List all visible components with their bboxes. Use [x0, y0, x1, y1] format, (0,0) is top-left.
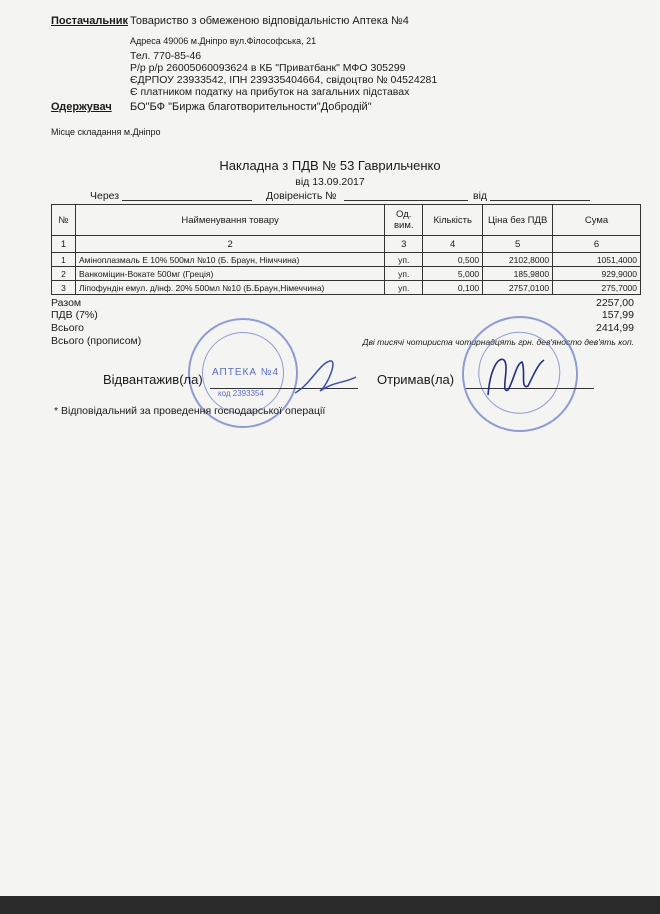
- unit: уп.: [385, 253, 423, 267]
- recipient-signature: [480, 350, 550, 405]
- goods-table: [51, 204, 641, 295]
- quantity: 5,000: [423, 267, 483, 281]
- sum: 1051,4000: [553, 253, 641, 267]
- column-number: 4: [423, 236, 483, 253]
- header-cell: №: [52, 205, 76, 236]
- price: 2102,8000: [483, 253, 553, 267]
- total-in-words-label: Всього (прописом): [51, 335, 142, 347]
- subtotal-label: Разом: [51, 297, 82, 309]
- table-row: [52, 253, 641, 267]
- row-number: 2: [52, 267, 76, 281]
- stamp-pharmacy-text: АПТЕКА №4: [212, 367, 280, 378]
- supplier-account: Р/р р/р 26005060093624 в КБ "Приватбанк" МФО 305299: [130, 62, 406, 74]
- supplier-codes: ЄДРПОУ 23933542, ІПН 239335404664, свідоцтво № 04524281: [130, 74, 438, 86]
- header-cell: Найменування товару: [75, 205, 384, 236]
- quantity: 0,500: [423, 253, 483, 267]
- total-in-words: Дві тисячі чотириста чотирнадцять грн. дев'яносто дев'ять коп.: [362, 337, 634, 347]
- from-label: від: [473, 190, 488, 202]
- responsible-note: * Відповідальний за проведення господарської операції: [54, 405, 326, 417]
- product-name: Ліпофундін емул. д/інф. 20% 500мл №10 (Б.Браун,Німеччина): [75, 281, 384, 295]
- header-cell: Сума: [553, 205, 641, 236]
- product-name: Аміноплазмаль Е 10% 500мл №10 (Б. Браун, Німччина): [75, 253, 384, 267]
- price: 2757,0100: [483, 281, 553, 295]
- table-row: [52, 267, 641, 281]
- vat-label: ПДВ (7%): [51, 309, 98, 321]
- recipient-name: БО"БФ "Биржа благотворительности"Добродій": [130, 101, 372, 113]
- total-label: Всього: [51, 322, 85, 334]
- column-number: 1: [52, 236, 76, 253]
- supplier-address: Адреса 49006 м.Дніпро вул.Філософська, 21: [130, 36, 317, 46]
- scan-edge: [0, 896, 660, 914]
- unit: уп.: [385, 281, 423, 295]
- invoice-title: Накладна з ПДВ № 53 Гаврильченко: [219, 158, 441, 173]
- price: 185,9800: [483, 267, 553, 281]
- power-of-attorney-label: Довіреність №: [266, 190, 337, 202]
- from-line: [490, 200, 590, 201]
- stamp-code-text: код 2393354: [218, 389, 264, 398]
- power-of-attorney-line: [344, 200, 468, 201]
- shipper-signature: [290, 355, 360, 400]
- invoice-date: від 13.09.2017: [295, 176, 365, 188]
- header-cell: Од. вим.: [385, 205, 423, 236]
- column-number: 5: [483, 236, 553, 253]
- column-number: 2: [75, 236, 384, 253]
- supplier-tax-note: Є платником податку на прибуток на загальних підставах: [130, 86, 410, 98]
- supplier-name: Товариство з обмеженою відповідальністю Аптека №4: [130, 15, 409, 27]
- header-cell: Ціна без ПДВ: [483, 205, 553, 236]
- table-row: [52, 281, 641, 295]
- sum: 929,9000: [553, 267, 641, 281]
- vat-value: 157,99: [601, 309, 634, 321]
- unit: уп.: [385, 267, 423, 281]
- supplier-label: Постачальник: [51, 15, 128, 27]
- subtotal-value: 2257,00: [596, 297, 634, 309]
- supplier-phone: Тел. 770-85-46: [130, 50, 202, 62]
- shipped-by-label: Відвантажив(ла): [103, 372, 203, 387]
- sum: 275,7000: [553, 281, 641, 295]
- received-by-label: Отримав(ла): [377, 372, 455, 387]
- quantity: 0,100: [423, 281, 483, 295]
- header-cell: Кількість: [423, 205, 483, 236]
- via-label: Через: [90, 190, 120, 202]
- product-name: Ванкоміцин-Вокате 500мг (Греція): [75, 267, 384, 281]
- row-number: 1: [52, 253, 76, 267]
- place-of-issue: Місце складання м.Дніпро: [51, 127, 161, 137]
- table-header-row: [52, 205, 641, 236]
- recipient-label: Одержувач: [51, 101, 112, 113]
- via-line: [122, 200, 252, 201]
- row-number: 3: [52, 281, 76, 295]
- column-number: 6: [553, 236, 641, 253]
- total-value: 2414,99: [596, 322, 634, 334]
- column-number: 3: [385, 236, 423, 253]
- column-number-row: [52, 236, 641, 253]
